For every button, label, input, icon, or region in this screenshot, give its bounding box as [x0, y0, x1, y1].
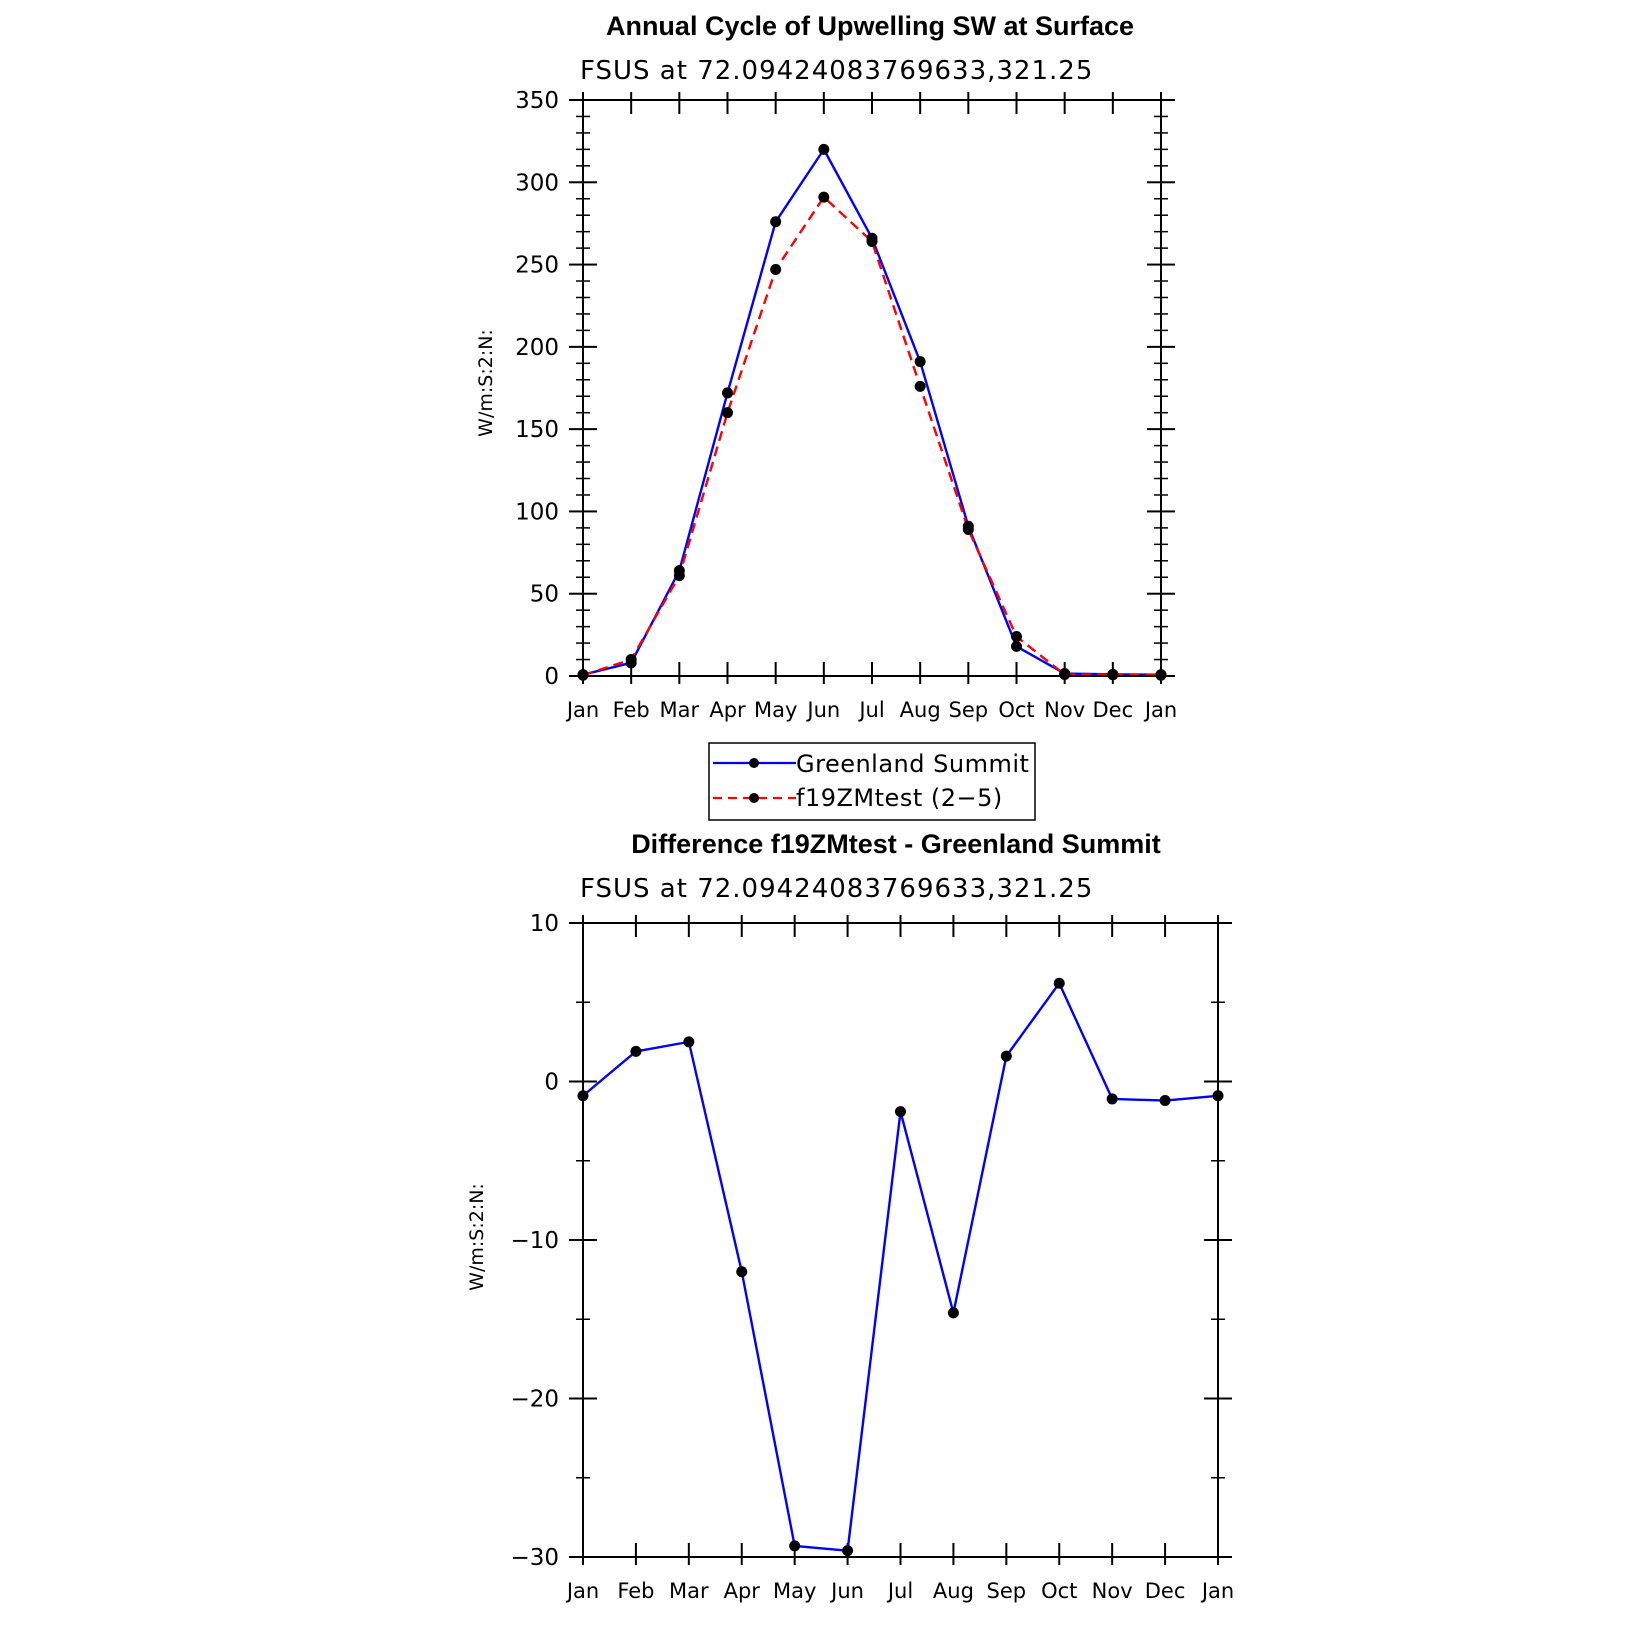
x-tick-label: Nov	[1044, 698, 1086, 722]
x-tick-label: Sep	[948, 698, 989, 722]
data-point	[842, 1545, 853, 1556]
data-point	[1001, 1051, 1012, 1062]
y-tick-label: 0	[544, 1069, 559, 1096]
plot-frame	[583, 923, 1218, 1557]
data-point	[867, 236, 878, 247]
data-point	[630, 1046, 641, 1057]
y-tick-label: −10	[510, 1228, 559, 1254]
x-tick-label: Jun	[807, 698, 841, 722]
chart-subtitle: FSUS at 72.09424083769633,321.25	[580, 56, 1094, 86]
x-tick-label: Jul	[859, 698, 885, 722]
data-point	[789, 1540, 800, 1551]
series-group	[578, 144, 1167, 681]
y-tick-label: 150	[515, 417, 559, 444]
chart-subtitle: FSUS at 72.09424083769633,321.25	[580, 874, 1094, 904]
data-point	[895, 1106, 906, 1117]
x-tick-label: Oct	[998, 698, 1035, 722]
chart-title: Annual Cycle of Upwelling SW at Surface	[605, 11, 1135, 41]
data-point	[1160, 1095, 1171, 1106]
axis-ticks	[569, 92, 1175, 684]
y-tick-label: 300	[515, 170, 559, 197]
legend-label-greenland-summit: Greenland Summit	[796, 750, 1030, 778]
x-tick-label: Jun	[831, 1579, 864, 1603]
y-axis-label: W/m:S:2:N:	[475, 329, 497, 437]
x-tick-label: Mar	[659, 698, 700, 722]
x-tick-label: Sep	[986, 1579, 1027, 1603]
x-tick-label: Mar	[669, 1579, 709, 1603]
data-point	[626, 654, 637, 665]
x-tick-labels	[565, 698, 1177, 722]
data-point	[1011, 641, 1022, 652]
data-point	[915, 381, 926, 392]
data-point	[963, 524, 974, 535]
data-point	[818, 192, 829, 203]
x-tick-label: Jan	[1201, 1579, 1235, 1603]
x-tick-label: Feb	[612, 698, 650, 722]
x-tick-label: Jan	[1144, 698, 1178, 722]
x-tick-label: Nov	[1091, 1579, 1133, 1603]
x-tick-label: Jan	[566, 1579, 600, 1603]
data-point	[1107, 1093, 1118, 1104]
legend	[709, 743, 1035, 820]
difference-chart	[466, 829, 1234, 1603]
y-tick-label: 250	[515, 252, 559, 279]
x-tick-label: Aug	[899, 698, 941, 722]
data-point	[770, 264, 781, 275]
y-tick-label: 50	[529, 581, 559, 608]
data-point	[915, 356, 926, 367]
y-tick-label: −20	[510, 1386, 559, 1413]
x-tick-label: Oct	[1041, 1579, 1078, 1603]
axis-ticks	[569, 915, 1232, 1565]
data-point	[722, 387, 733, 398]
series-line-1	[583, 197, 1161, 675]
legend-marker-greenland-summit	[749, 758, 759, 768]
annual-cycle-chart	[475, 11, 1177, 820]
series-group	[578, 978, 1224, 1556]
series-line-0	[583, 983, 1218, 1550]
data-point	[770, 216, 781, 227]
x-tick-labels	[565, 1579, 1234, 1603]
y-tick-label: −30	[510, 1545, 559, 1571]
x-tick-label: Jan	[566, 698, 600, 722]
y-tick-label: 100	[515, 499, 559, 526]
y-axis-label: W/m:S:2:N:	[466, 1183, 488, 1291]
x-tick-label: Dec	[1092, 698, 1134, 722]
y-tick-labels	[515, 88, 559, 690]
y-tick-label: 10	[529, 911, 559, 937]
x-tick-label: Feb	[617, 1579, 655, 1603]
data-point	[948, 1307, 959, 1318]
y-tick-label: 350	[515, 88, 559, 114]
x-tick-label: Jul	[887, 1579, 914, 1603]
x-tick-label: May	[753, 698, 798, 722]
x-tick-label: Apr	[709, 698, 746, 722]
data-point	[722, 407, 733, 418]
data-point	[674, 570, 685, 581]
data-point	[818, 144, 829, 155]
data-point	[1059, 669, 1070, 680]
chart-title: Difference f19ZMtest - Greenland Summit	[631, 829, 1161, 859]
legend-label-f19zmtest: f19ZMtest (2−5)	[796, 784, 1003, 812]
y-tick-label: 200	[515, 334, 559, 361]
x-tick-label: Aug	[932, 1579, 974, 1603]
data-point	[683, 1036, 694, 1047]
x-tick-label: Apr	[723, 1579, 760, 1603]
x-tick-label: May	[772, 1579, 817, 1603]
x-tick-label: Dec	[1144, 1579, 1186, 1603]
data-point	[1107, 669, 1118, 680]
y-tick-labels	[510, 911, 559, 1571]
data-point	[736, 1266, 747, 1277]
legend-marker-f19zmtest	[749, 793, 759, 803]
y-tick-label: 0	[544, 664, 559, 690]
data-point	[1011, 631, 1022, 642]
data-point	[1054, 978, 1065, 989]
series-line-0	[583, 149, 1161, 674]
